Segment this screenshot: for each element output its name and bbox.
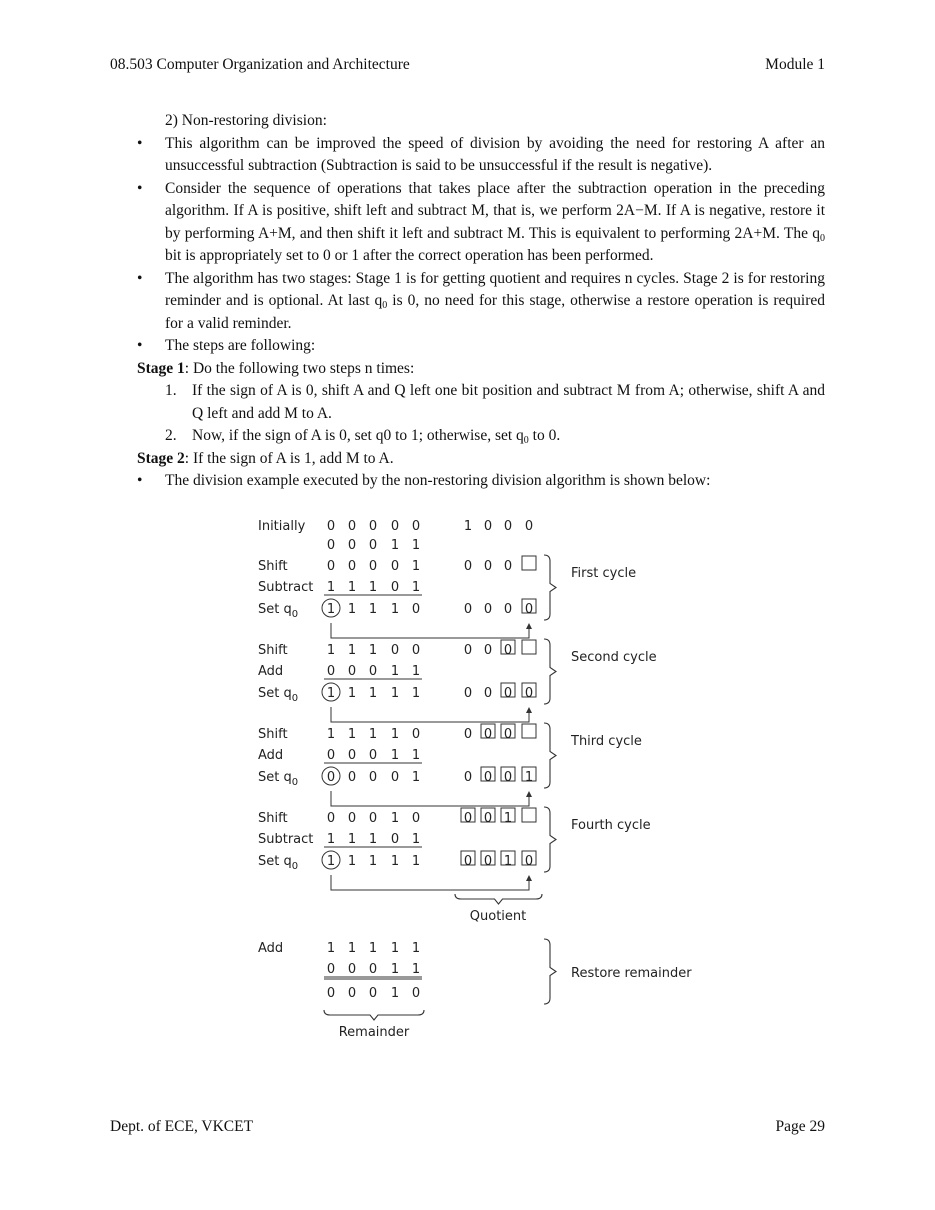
right-brace [544, 723, 556, 788]
a-bit: 0 [326, 986, 336, 1001]
a-bit: 0 [411, 986, 421, 1001]
a-bit: 1 [326, 580, 336, 595]
q-bit: 0 [483, 643, 493, 658]
cycle-label: Second cycle [571, 650, 657, 665]
a-bit: 1 [411, 559, 421, 574]
a-bit: 1 [368, 727, 378, 742]
a-bit: 0 [390, 559, 400, 574]
a-bit: 1 [347, 643, 357, 658]
a-bit: 0 [390, 770, 400, 785]
row-label: Set $q_0$ [258, 686, 299, 704]
q-bit: 0 [524, 519, 534, 534]
a-bit: 0 [326, 519, 336, 534]
a-bit: 1 [347, 580, 357, 595]
under-brace [455, 894, 542, 904]
a-bit: 0 [347, 770, 357, 785]
q-bit: 0 [463, 854, 473, 869]
q0-arrowhead [526, 875, 532, 881]
stage2-heading: Stage 2: If the sign of A is 1, add M to A. [137, 449, 394, 467]
q0-arrowhead [526, 707, 532, 713]
q-bit: 0 [483, 811, 493, 826]
a-bit: 1 [390, 602, 400, 617]
step-list [137, 380, 825, 448]
a-bit: 1 [390, 686, 400, 701]
row-label: Set $q_0$ [258, 854, 299, 872]
q0-feedback-line [331, 875, 529, 890]
a-bit: 1 [390, 727, 400, 742]
a-bit: 1 [390, 941, 400, 956]
right-brace [544, 639, 556, 704]
row-label: Shift [258, 559, 288, 574]
q-bit: 0 [463, 643, 473, 658]
a-bit: 1 [390, 811, 400, 826]
a-bit: 0 [368, 770, 378, 785]
a-bit: 0 [347, 519, 357, 534]
page-header [110, 56, 825, 74]
bullet-list-2 [137, 470, 825, 493]
q-bit: 0 [463, 727, 473, 742]
q-bit-box [522, 556, 536, 570]
a-bit: 1 [390, 854, 400, 869]
a-bit: 0 [390, 519, 400, 534]
a-bit: 1 [411, 832, 421, 847]
a-bit: 1 [347, 832, 357, 847]
q-bit: 0 [503, 686, 513, 701]
restore-label: Restore remainder [571, 966, 692, 981]
q-bit: 0 [483, 519, 493, 534]
q-bit-box [522, 724, 536, 738]
a-bit: 1 [411, 941, 421, 956]
right-brace [544, 555, 556, 620]
q-bit: 0 [503, 770, 513, 785]
a-bit: 1 [368, 580, 378, 595]
q-bit: 0 [483, 559, 493, 574]
a-bit: 0 [390, 643, 400, 658]
q-bit: 0 [524, 686, 534, 701]
a-bit: 1 [390, 538, 400, 553]
q0-arrowhead [526, 791, 532, 797]
a-bit: 0 [347, 559, 357, 574]
a-bit: 0 [390, 832, 400, 847]
right-brace [544, 807, 556, 872]
q0-feedback-line [331, 707, 529, 722]
q0-feedback-line [331, 623, 529, 638]
a-bit: 0 [347, 811, 357, 826]
q-bit-box [522, 640, 536, 654]
q-bit: 0 [463, 811, 473, 826]
a-bit: 0 [411, 519, 421, 534]
stage1-heading: Stage 1: Do the following two steps n times: [137, 359, 415, 377]
q0-arrowhead [526, 623, 532, 629]
a-bit: 0 [326, 559, 336, 574]
department-label: Dept. of ECE, VKCET [110, 1118, 254, 1135]
q-bit: 0 [483, 727, 493, 742]
quotient-label: Quotient [469, 909, 527, 924]
row-label: Add [258, 748, 284, 763]
a-bit: 0 [368, 748, 378, 763]
q-bit: 0 [503, 559, 513, 574]
q-bit: 0 [503, 519, 513, 534]
q-bit: 0 [463, 770, 473, 785]
row-label: Subtract [258, 832, 314, 847]
a-bit: 1 [368, 602, 378, 617]
row-label: Shift [258, 811, 288, 826]
a-bit: 1 [368, 941, 378, 956]
cycle-label: Third cycle [571, 734, 642, 749]
q-bit: 0 [483, 770, 493, 785]
a-bit: 0 [411, 727, 421, 742]
a-bit: 0 [326, 664, 336, 679]
a-bit: 0 [326, 811, 336, 826]
a-bit: 1 [411, 962, 421, 977]
row-label: Subtract [258, 580, 314, 595]
bullet-item: • The algorithm has two stages: Stage 1 is for getting quotient and requires n cycles. Stage 2 is for restoring reminder and is optional. At last $q_0$ is 0, no need for this stage, otherwise a restore operation is required for a valid reminder. [137, 268, 825, 336]
nonrestoring-division-diagram [250, 512, 700, 1047]
bullet-item: • This algorithm can be improved the speed of division by avoiding the need for restoring A after an unsuccessful subtraction (Subtraction is said to be unsuccessful if the result is negative). [137, 133, 825, 178]
a-bit: 1 [326, 643, 336, 658]
a-bit: 1 [326, 832, 336, 847]
q-bit: 0 [463, 686, 473, 701]
course-title: 08.503 Computer Organization and Architecture [110, 56, 410, 73]
remainder-label: Remainder [338, 1025, 410, 1040]
a-bit: 1 [347, 727, 357, 742]
section-title: 2) Non-restoring division: [165, 112, 327, 129]
a-bit: 0 [347, 962, 357, 977]
a-bit: 1 [368, 832, 378, 847]
row-label: Shift [258, 643, 288, 658]
bullet-item: • The division example executed by the non-restoring division algorithm is shown below: [137, 470, 825, 493]
bullet-item: • The steps are following: [137, 335, 825, 358]
a-bit: 1 [368, 854, 378, 869]
bullet-item: • Consider the sequence of operations that takes place after the subtraction operation in the preceding algorithm. If A is positive, shift left and subtract M, that is, we perform 2A−M. If A is negative, restore it by performing A+M, and then shift it left and subtract M. This is equivalent to performing 2A+M. The $q_0$ bit is appropriately set to 0 or 1 after the correct operation has been performed. [137, 178, 825, 268]
a-bit: 0 [368, 559, 378, 574]
a-bit: 1 [326, 602, 336, 617]
q-bit: 0 [463, 559, 473, 574]
a-bit: 1 [326, 941, 336, 956]
a-bit: 1 [411, 854, 421, 869]
q-bit: 0 [503, 602, 513, 617]
a-bit: 0 [326, 538, 336, 553]
a-bit: 0 [347, 986, 357, 1001]
a-bit: 1 [411, 748, 421, 763]
step-item: 2. Now, if the sign of A is 0, set q0 to 1; otherwise, set $q_0$ to 0. [165, 427, 561, 446]
a-bit: 0 [368, 986, 378, 1001]
a-bit: 1 [411, 538, 421, 553]
cycle-label: First cycle [571, 566, 637, 581]
row-label: Initially [258, 519, 306, 534]
a-bit: 1 [390, 664, 400, 679]
a-bit: 1 [347, 602, 357, 617]
a-bit: 0 [347, 538, 357, 553]
under-brace [324, 1010, 424, 1020]
a-bit: 0 [326, 770, 336, 785]
q-bit: 0 [524, 854, 534, 869]
a-bit: 1 [390, 986, 400, 1001]
a-bit: 0 [411, 811, 421, 826]
row-label: Add [258, 941, 284, 956]
a-bit: 0 [368, 811, 378, 826]
row-label: Shift [258, 727, 288, 742]
a-bit: 1 [411, 686, 421, 701]
q-bit: 0 [503, 643, 513, 658]
q0-feedback-line [331, 791, 529, 806]
a-bit: 0 [368, 538, 378, 553]
q-bit: 0 [483, 602, 493, 617]
q-bit: 1 [503, 854, 513, 869]
q-bit: 0 [483, 686, 493, 701]
bullet-list [137, 133, 825, 358]
a-bit: 0 [326, 962, 336, 977]
a-bit: 1 [411, 664, 421, 679]
a-bit: 1 [347, 941, 357, 956]
row-label: Add [258, 664, 284, 679]
a-bit: 1 [390, 962, 400, 977]
right-brace [544, 939, 556, 1004]
a-bit: 1 [411, 770, 421, 785]
a-bit: 1 [390, 748, 400, 763]
row-label: Set $q_0$ [258, 602, 299, 620]
q-bit: 0 [483, 854, 493, 869]
module-label: Module 1 [765, 56, 825, 73]
a-bit: 1 [368, 643, 378, 658]
step-item: 1. If the sign of A is 0, shift A and Q left one bit position and subtract M from A; otherwise, shift A and Q left and add M to A. [165, 382, 825, 422]
q-bit: 1 [463, 519, 473, 534]
a-bit: 0 [411, 643, 421, 658]
a-bit: 1 [347, 686, 357, 701]
q-bit: 0 [503, 727, 513, 742]
a-bit: 0 [368, 962, 378, 977]
page-footer [110, 1118, 825, 1136]
a-bit: 0 [368, 664, 378, 679]
a-bit: 1 [326, 686, 336, 701]
q-bit: 0 [463, 602, 473, 617]
a-bit: 0 [368, 519, 378, 534]
a-bit: 0 [347, 748, 357, 763]
a-bit: 0 [326, 748, 336, 763]
a-bit: 0 [390, 580, 400, 595]
a-bit: 1 [347, 854, 357, 869]
page-number: Page 29 [775, 1118, 825, 1135]
q-bit: 1 [524, 770, 534, 785]
page-content [137, 110, 825, 493]
a-bit: 0 [347, 664, 357, 679]
q-bit: 1 [503, 811, 513, 826]
a-bit: 1 [411, 580, 421, 595]
q-bit-box [522, 808, 536, 822]
a-bit: 0 [411, 602, 421, 617]
cycle-label: Fourth cycle [571, 818, 651, 833]
row-label: Set $q_0$ [258, 770, 299, 788]
a-bit: 1 [326, 727, 336, 742]
q-bit: 0 [524, 602, 534, 617]
a-bit: 1 [326, 854, 336, 869]
a-bit: 1 [368, 686, 378, 701]
